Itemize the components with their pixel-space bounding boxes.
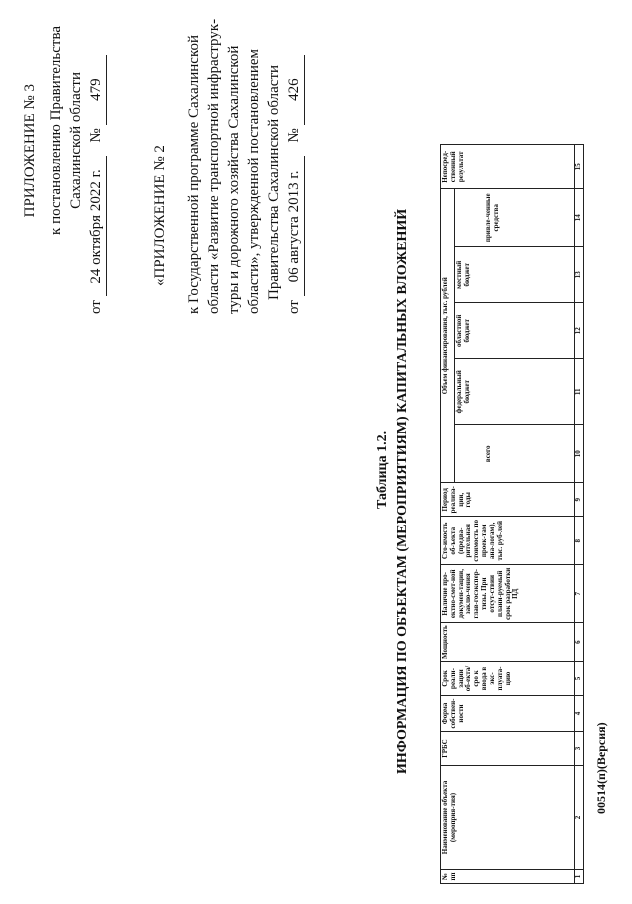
appendix-3-title: ПРИЛОЖЕНИЕ № 3 (22, 84, 38, 218)
column-number: 7 (575, 565, 584, 623)
column-number: 10 (575, 425, 584, 483)
column-number: 3 (575, 732, 584, 766)
header-result: Непосред-ственный результат (441, 145, 575, 189)
footer-version: 00514(п)(Версия) (594, 722, 608, 814)
header-ownership: Форма собствен-ности (441, 696, 575, 732)
column-number: 1 (575, 870, 584, 884)
appendix-2-line2: области «Развитие транспортной инфраструк- (206, 18, 222, 314)
column-number: 15 (575, 145, 584, 189)
header-federal: федеральный бюджет (455, 359, 575, 425)
header-power: Мощность (441, 623, 575, 662)
column-number: 2 (575, 766, 584, 870)
number-label: № (88, 128, 104, 143)
from-label: от (88, 300, 104, 314)
header-financing-volume: Объем финансирования, тыс. рублей (441, 189, 455, 483)
column-number: 6 (575, 623, 584, 662)
appendix-2-line5: Правительства Сахалинской области (266, 64, 282, 300)
column-number: 5 (575, 662, 584, 696)
appendix-3-date-line (86, 24, 107, 344)
header-attracted: привле-ченные средства (455, 189, 575, 247)
appendix-2-title: «ПРИЛОЖЕНИЕ № 2 (152, 145, 168, 286)
appendix-3-block (20, 24, 107, 344)
header-local: местный бюджет (455, 247, 575, 303)
header-cost: Сто-имость об-ъекта (предва-рительная стоимость по проек-там ана-логам), тыс. руб-лей (441, 517, 575, 565)
column-number: 4 (575, 696, 584, 732)
table-caption: Таблица 1.2. (375, 430, 390, 509)
appendix-2-line4: области», утвержденной постановлением (246, 48, 262, 314)
header-total: всего (455, 425, 575, 483)
column-number: 13 (575, 247, 584, 303)
column-numbers-row (575, 145, 584, 884)
number-label: № (286, 128, 302, 143)
appendix-2-line1: к Государственной программе Сахалинской (186, 34, 202, 314)
header-regional: областной бюджет (455, 303, 575, 359)
appendix-3-line2: Сахалинской области (68, 72, 84, 209)
header-name: Наименование объекта (мероприя-тия) (441, 766, 575, 870)
column-number: 14 (575, 189, 584, 247)
column-number: 12 (575, 303, 584, 359)
appendix-2-block (150, 14, 305, 344)
column-number: 11 (575, 359, 584, 425)
column-number: 9 (575, 483, 584, 517)
appendix-2-line3: туры и дорожного хозяйства Сахалинской (226, 45, 242, 314)
appendix-3-line1: к постановлению Правительства (48, 26, 64, 235)
appendix-2-number: 426 (284, 55, 305, 125)
header-docs: Наличие про-ектно-смет-ной докумен-тации, заклю-чения глав-госэкспер-тизы. При отсут-ствии плани-руемый срок разработки ПД (441, 565, 575, 623)
capital-investments-table (440, 144, 584, 884)
column-number: 8 (575, 517, 584, 565)
table-header-row (441, 145, 455, 884)
from-label: от (286, 300, 302, 314)
appendix-2-date-line (284, 14, 305, 344)
header-period: Период реализа-ции, годы (441, 483, 575, 517)
header-grbs: ГРБС (441, 732, 575, 766)
appendix-2-date: 06 августа 2013 г. (284, 156, 305, 296)
appendix-3-date: 24 октября 2022 г. (86, 156, 107, 296)
table-heading: ИНФОРМАЦИЯ ПО ОБЪЕКТАМ (МЕРОПРИЯТИЯМ) КАПИТАЛЬНЫХ ВЛОЖЕНИЙ (395, 208, 410, 774)
header-term: Срок реали-зации об-екта/сро к ввода в экс-плуата-цию (441, 662, 575, 696)
appendix-3-number: 479 (86, 55, 107, 125)
header-num: № пп (441, 870, 575, 884)
